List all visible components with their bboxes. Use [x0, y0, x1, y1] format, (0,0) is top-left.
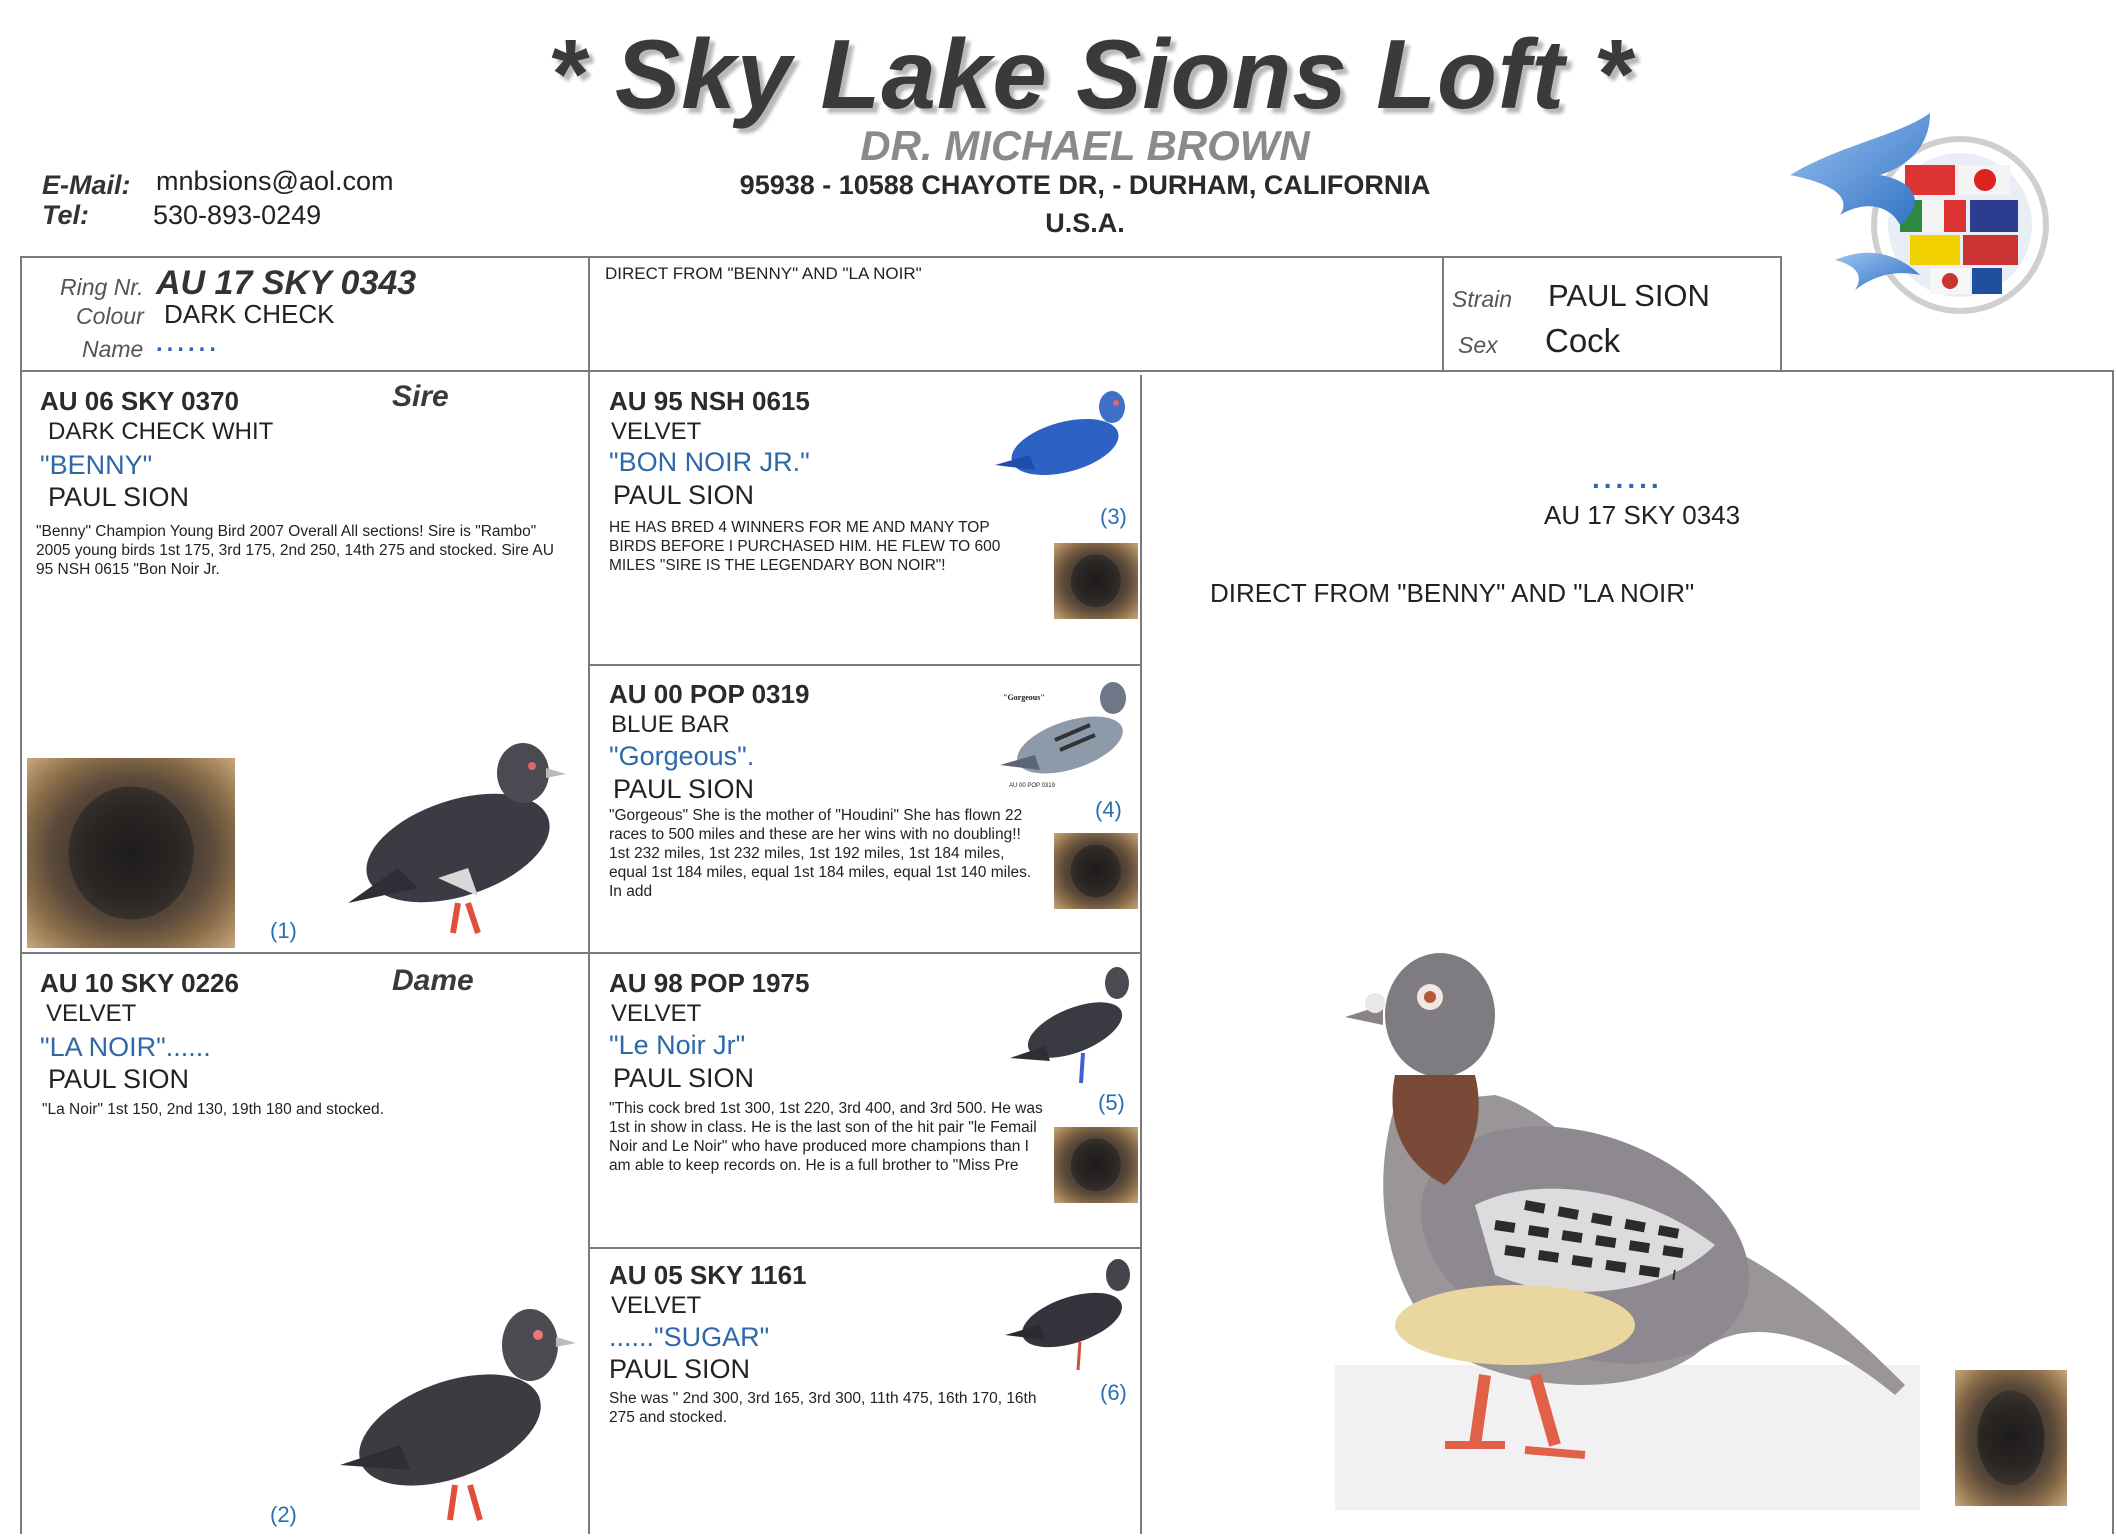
gp-name: "BON NOIR JR." — [609, 447, 810, 477]
country-line: U.S.A. — [1045, 208, 1125, 238]
tel-value[interactable]: 530-893-0249 — [153, 200, 322, 230]
gp-ring: AU 98 POP 1975 — [609, 968, 810, 998]
dame-pigeon-photo — [330, 1295, 588, 1534]
sire-number: (1) — [270, 918, 297, 943]
colour-label: Colour — [76, 303, 144, 329]
gp-number: (3) — [1100, 504, 1127, 529]
gp-name: "Le Noir Jr" — [609, 1030, 746, 1060]
globe-dove-icon — [1780, 105, 2070, 340]
ring-label: Ring Nr. — [60, 274, 144, 300]
gp-pigeon-photo — [995, 670, 1138, 795]
loft-logo — [1780, 105, 2070, 340]
pigeon-icon — [330, 1295, 588, 1534]
gp-number: (5) — [1098, 1090, 1125, 1115]
pigeon-icon — [1000, 1250, 1138, 1380]
tel-label: Tel: — [42, 200, 89, 230]
gp-pigeon-photo — [990, 385, 1138, 500]
feature-ring: AU 17 SKY 0343 — [1544, 500, 1741, 530]
dame-number: (2) — [270, 1502, 297, 1527]
sire-colour: DARK CHECK WHIT — [48, 418, 274, 445]
gp-strain: PAUL SION — [613, 774, 755, 804]
sire-role: Sire — [392, 380, 449, 413]
gp-colour: VELVET — [611, 418, 702, 445]
gp-strain: PAUL SION — [613, 480, 755, 510]
gp-note: "Gorgeous" She is the mother of "Houdini" She has flown 22 races to 500 miles and these are her wins with no doubling!! 1st 232 miles, 1st 232 miles, 1st 192 miles, 1st 184 miles, equal 1st 184 miles, equal 1st 184 miles, equal 1st 140 miles. In add — [609, 807, 1032, 900]
photo-caption: "Gorgeous" — [1003, 693, 1045, 702]
sire-pigeon-photo — [318, 718, 586, 948]
gp-number: (4) — [1095, 797, 1122, 822]
strain-label: Strain — [1452, 286, 1513, 312]
dame-role: Dame — [392, 964, 474, 997]
dame-name: "LA NOIR"...... — [40, 1032, 211, 1062]
strain-value: PAUL SION — [1548, 278, 1710, 313]
dame-ring: AU 10 SKY 0226 — [40, 968, 239, 998]
gp-eye-photo — [1054, 1127, 1138, 1203]
name-label: Name — [82, 336, 144, 362]
pigeon-icon — [990, 385, 1138, 500]
feature-pigeon-photo — [1335, 925, 1920, 1510]
dame-colour: VELVET — [46, 1000, 137, 1027]
sire-ring: AU 06 SKY 0370 — [40, 386, 239, 416]
divider — [588, 952, 1142, 954]
pigeon-icon — [1005, 958, 1138, 1088]
sire-note: "Benny" Champion Young Bird 2007 Overall All sections! Sire is "Rambo" 2005 young birds 1st 175, 3rd 175, 2nd 250, 14th 275 and stocked. Sire AU 95 NSH 0615 "Bon Noir Jr. — [36, 523, 554, 578]
pigeon-icon — [995, 670, 1138, 795]
pigeon-icon — [318, 718, 586, 948]
sex-label: Sex — [1458, 332, 1498, 358]
gp-eye-photo — [1054, 833, 1138, 909]
gp-name: "Gorgeous". — [609, 741, 755, 771]
loft-title: * Sky Lake Sions Loft * — [547, 19, 1633, 129]
divider — [588, 256, 590, 372]
feature-note: DIRECT FROM "BENNY" AND "LA NOIR" — [1210, 578, 1695, 608]
email-label: E-Mail: — [42, 170, 131, 200]
photo-ring: AU 00 POP 0319 — [1009, 783, 1055, 789]
ring-number: AU 17 SKY 0343 — [156, 264, 417, 302]
gp-number: (6) — [1100, 1380, 1127, 1405]
divider — [588, 664, 1142, 666]
name-value: ...... — [156, 330, 221, 357]
sire-strain: PAUL SION — [48, 482, 190, 512]
sex-value: Cock — [1545, 322, 1621, 359]
owner-name: DR. MICHAEL BROWN — [860, 122, 1310, 169]
gp-pigeon-photo — [1005, 958, 1138, 1088]
gp-colour: VELVET — [611, 1000, 702, 1027]
gp-ring: AU 95 NSH 0615 — [609, 386, 810, 416]
feature-dots: ...... — [1592, 463, 1663, 494]
gp-note: HE HAS BRED 4 WINNERS FOR ME AND MANY TOP BIRDS BEFORE I PURCHASED HIM. HE FLEW TO 600 MILES "SIRE IS THE LEGENDARY BON NOIR"! — [609, 519, 1001, 574]
gp-ring: AU 00 POP 0319 — [609, 679, 810, 709]
divider — [1140, 375, 1142, 1534]
feature-eye-photo — [1955, 1370, 2067, 1506]
pigeon-icon — [1335, 925, 1920, 1510]
divider — [20, 952, 590, 954]
gp-note: She was " 2nd 300, 3rd 165, 3rd 300, 11th 475, 16th 170, 16th 275 and stocked. — [609, 1390, 1037, 1426]
dame-strain: PAUL SION — [48, 1064, 190, 1094]
gp-pigeon-photo — [1000, 1250, 1138, 1380]
gp-ring: AU 05 SKY 1161 — [609, 1260, 807, 1290]
sire-eye-photo — [27, 758, 235, 948]
gp-colour: BLUE BAR — [611, 711, 730, 738]
gp-strain: PAUL SION — [613, 1063, 755, 1093]
dame-note: "La Noir" 1st 150, 2nd 130, 19th 180 and stocked. — [42, 1101, 384, 1118]
gp-colour: VELVET — [611, 1292, 702, 1319]
gp-strain: PAUL SION — [609, 1354, 751, 1384]
gp-name: ......"SUGAR" — [609, 1322, 770, 1352]
sire-name: "BENNY" — [40, 450, 153, 480]
gp-eye-photo — [1054, 543, 1138, 619]
address-line: 95938 - 10588 CHAYOTE DR, - DURHAM, CALIFORNIA — [739, 170, 1431, 200]
divider — [1442, 256, 1444, 372]
gp-note: "This cock bred 1st 300, 1st 220, 3rd 400, and 3rd 500. He was 1st in show in class. He is the last son of the hit pair "le Femail Noir and Le Noir" who have produced more champions than I am able to keep records on. He is a full brother to "Miss Pre — [609, 1100, 1043, 1174]
email-value[interactable]: mnbsions@aol.com — [156, 166, 394, 196]
colour-value: DARK CHECK — [164, 299, 335, 329]
bird-note: DIRECT FROM "BENNY" AND "LA NOIR" — [605, 264, 922, 283]
divider — [588, 1247, 1142, 1249]
